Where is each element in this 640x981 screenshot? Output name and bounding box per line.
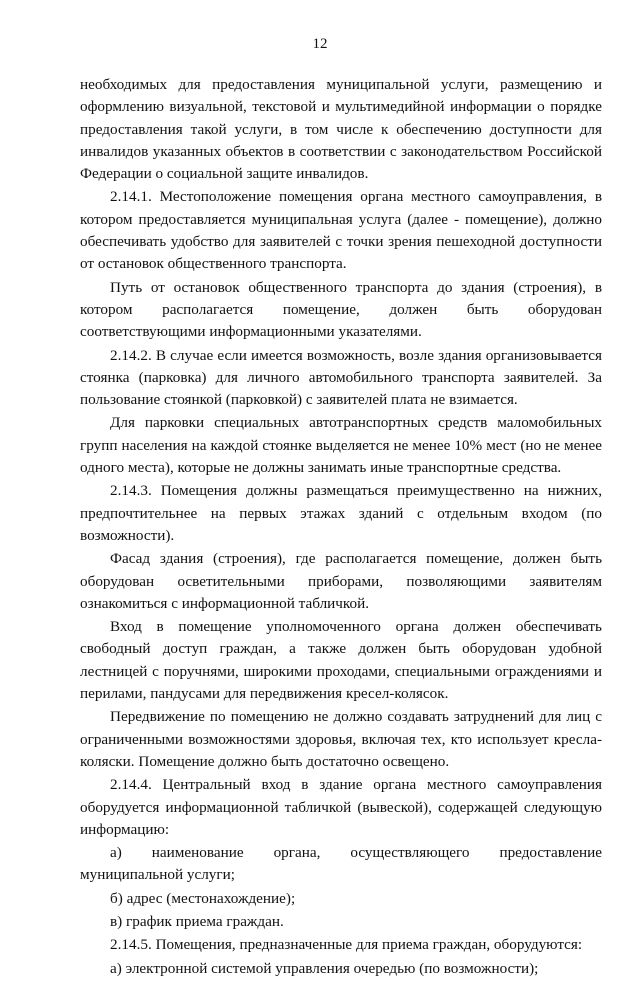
paragraph-2-14-1: 2.14.1. Местоположение помещения органа местного самоуправления, в котором предоставляется муниципальная услуга (далее - помещение), должно обеспечивать удобство для заявителей с точки зрения пешеходной доступности от остановок общественного транспорта. (80, 188, 602, 273)
paragraph-2-14-4: 2.14.4. Центральный вход в здание органа местного самоуправления оборудуется информационной табличкой (вывеской), содержащей следующую информацию: (80, 776, 602, 838)
paragraph-2-14-5: 2.14.5. Помещения, предназначенные для приема граждан, оборудуются: (110, 936, 583, 954)
page-number: 12 (312, 36, 328, 52)
list-item-a-2: а) электронной системой управления очередью (по возможности); (110, 959, 539, 977)
paragraph-entrance: Вход в помещение уполномоченного органа должен обеспечивать свободный доступ граждан, а также должен быть оборудован удобной лестницей с поручнями, широкими проходами, специальными ограждениями и перилами, пандусами для передвижения кресел-колясок. (80, 618, 602, 703)
list-item-a: а) наименование органа, осуществляющего предоставление муниципальной услуги; (80, 844, 602, 884)
document-body (80, 74, 602, 981)
paragraph-movement: Передвижение по помещению не должно создавать затруднений для лиц с ограниченными возможностями здоровья, включая тех, кто использует кресла-коляски. Помещение должно быть достаточно освещено. (80, 708, 602, 770)
paragraph-intro: необходимых для предоставления муниципальной услуги, размещению и оформлению визуальной, текстовой и мультимедийной информации о порядке предоставления такой услуги, в том числе к обеспечению доступности для инвалидов указанных объектов в соответствии с законодательством Российской Федерации о социальной защите инвалидов. (80, 76, 602, 183)
paragraph-facade: Фасад здания (строения), где располагается помещение, должен быть оборудован осветительными приборами, позволяющими заявителям ознакомиться с информационной табличкой. (80, 550, 602, 612)
paragraph-path: Путь от остановок общественного транспорта до здания (строения), в котором располагается помещение, должен быть оборудован соответствующими информационными указателями. (80, 278, 602, 341)
paragraph-parking: Для парковки специальных автотранспортных средств маломобильных групп населения на каждой стоянке выделяется не менее 10% мест (но не менее одного места), которые не должны занимать иные транспортные средства. (80, 414, 602, 477)
list-item-v: в) график приема граждан. (110, 912, 284, 930)
list-item-b: б) адрес (местонахождение); (110, 889, 296, 907)
paragraph-2-14-3: 2.14.3. Помещения должны размещаться преимущественно на нижних, предпочтительнее на первых этажах зданий с отдельным входом (по возможности). (80, 482, 602, 544)
paragraph-2-14-2: 2.14.2. В случае если имеется возможность, возле здания организовывается стоянка (парковка) для личного автомобильного транспорта заявителей. За пользование стоянкой (парковкой) с заявителей плата не взимается. (80, 346, 602, 409)
